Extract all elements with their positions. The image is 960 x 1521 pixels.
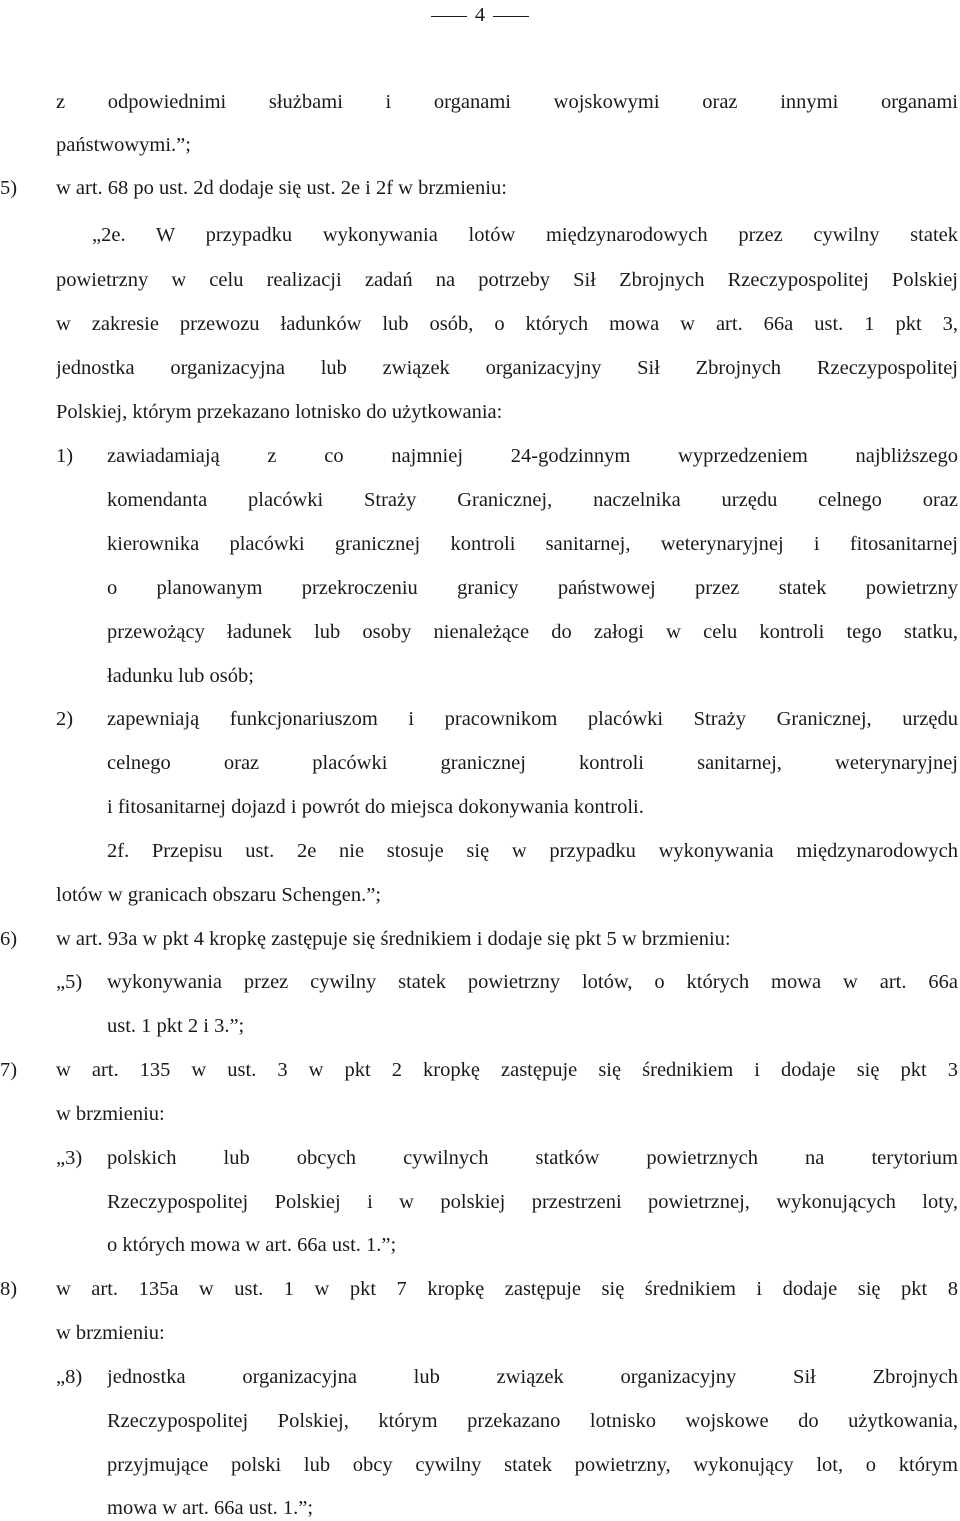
text-line: o których mowa w art. 66a ust. 1.”; [107,1234,397,1256]
text-line: kierownika placówki granicznej kontroli sanitarnej, weterynaryjnej i fitosanitarnej [107,533,958,555]
list-marker: „8) [56,1366,83,1388]
text-line: celnego oraz placówki granicznej kontroli sanitarnej, weterynaryjnej [107,752,958,774]
text-line: Rzeczypospolitej Polskiej i w polskiej przestrzeni powietrznej, wykonujących loty, [107,1191,958,1213]
text-line: w art. 68 po ust. 2d dodaje się ust. 2e i 2f w brzmieniu: [56,177,507,199]
text-line: 2f. Przepisu ust. 2e nie stosuje się w przypadku wykonywania międzynarodowych [107,840,958,862]
text-line: w art. 93a w pkt 4 kropkę zastępuje się średnikiem i dodaje się pkt 5 w brzmieniu: [56,928,731,950]
text-line: w brzmieniu: [56,1103,165,1125]
text-line: jednostka organizacyjna lub związek organizacyjny Sił Zbrojnych [107,1366,958,1388]
text-line: o planowanym przekroczeniu granicy państwowej przez statek powietrzny [107,577,958,599]
text-line: wykonywania przez cywilny statek powietrzny lotów, o których mowa w art. 66a [107,971,958,993]
list-marker: „5) [56,971,83,993]
text-line: przyjmujące polski lub obcy cywilny statek powietrzny, wykonujący lot, o którym [107,1454,958,1476]
text-line: lotów w granicach obszaru Schengen.”; [56,884,382,906]
text-line: Rzeczypospolitej Polskiej, którym przekazano lotnisko wojskowe do użytkowania, [107,1410,958,1432]
dash-left [431,16,467,17]
text-line: zawiadamiają z co najmniej 24-godzinnym wyprzedzeniem najbliższego [107,445,958,467]
text-line: ładunku lub osób; [107,665,254,687]
text-line: i fitosanitarnej dojazd i powrót do miejsca dokonywania kontroli. [107,796,644,818]
text-line: komendanta placówki Straży Granicznej, naczelnika urzędu celnego oraz [107,489,958,511]
list-marker: 7) [0,1059,18,1081]
text-line: „2e. W przypadku wykonywania lotów międzynarodowych przez cywilny statek [92,224,958,246]
text-line: zapewniają funkcjonariuszom i pracownikom placówki Straży Granicznej, urzędu [107,708,958,730]
list-marker: 2) [56,708,74,730]
text-line: polskich lub obcych cywilnych statków powietrznych na terytorium [107,1147,958,1169]
text-line: przewożący ładunek lub osoby nienależące do załogi w celu kontroli tego statku, [107,621,958,643]
dash-right [493,16,529,17]
list-marker: „3) [56,1147,83,1169]
list-marker: 5) [0,177,18,199]
text-line: w art. 135 w ust. 3 w pkt 2 kropkę zastępuje się średnikiem i dodaje się pkt 3 [56,1059,958,1081]
text-line: państwowymi.”; [56,134,191,156]
text-line: w zakresie przewozu ładunków lub osób, o których mowa w art. 66a ust. 1 pkt 3, [56,313,958,335]
text-line: ust. 1 pkt 2 i 3.”; [107,1015,245,1037]
text-line: jednostka organizacyjna lub związek organizacyjny Sił Zbrojnych Rzeczypospolitej [56,357,958,379]
page-number-header [0,2,960,28]
text-line: z odpowiednimi służbami i organami wojskowymi oraz innymi organami [56,91,958,113]
text-line: Polskiej, którym przekazano lotnisko do użytkowania: [56,401,503,423]
text-line: w art. 135a w ust. 1 w pkt 7 kropkę zastępuje się średnikiem i dodaje się pkt 8 [56,1278,958,1300]
text-line: w brzmieniu: [56,1322,165,1344]
page-number: 4 [474,4,486,26]
list-marker: 6) [0,928,18,950]
text-line: powietrzny w celu realizacji zadań na potrzeby Sił Zbrojnych Rzeczypospolitej Polskiej [56,269,958,291]
list-marker: 8) [0,1278,18,1300]
list-marker: 1) [56,445,74,467]
text-line: mowa w art. 66a ust. 1.”; [107,1497,314,1519]
